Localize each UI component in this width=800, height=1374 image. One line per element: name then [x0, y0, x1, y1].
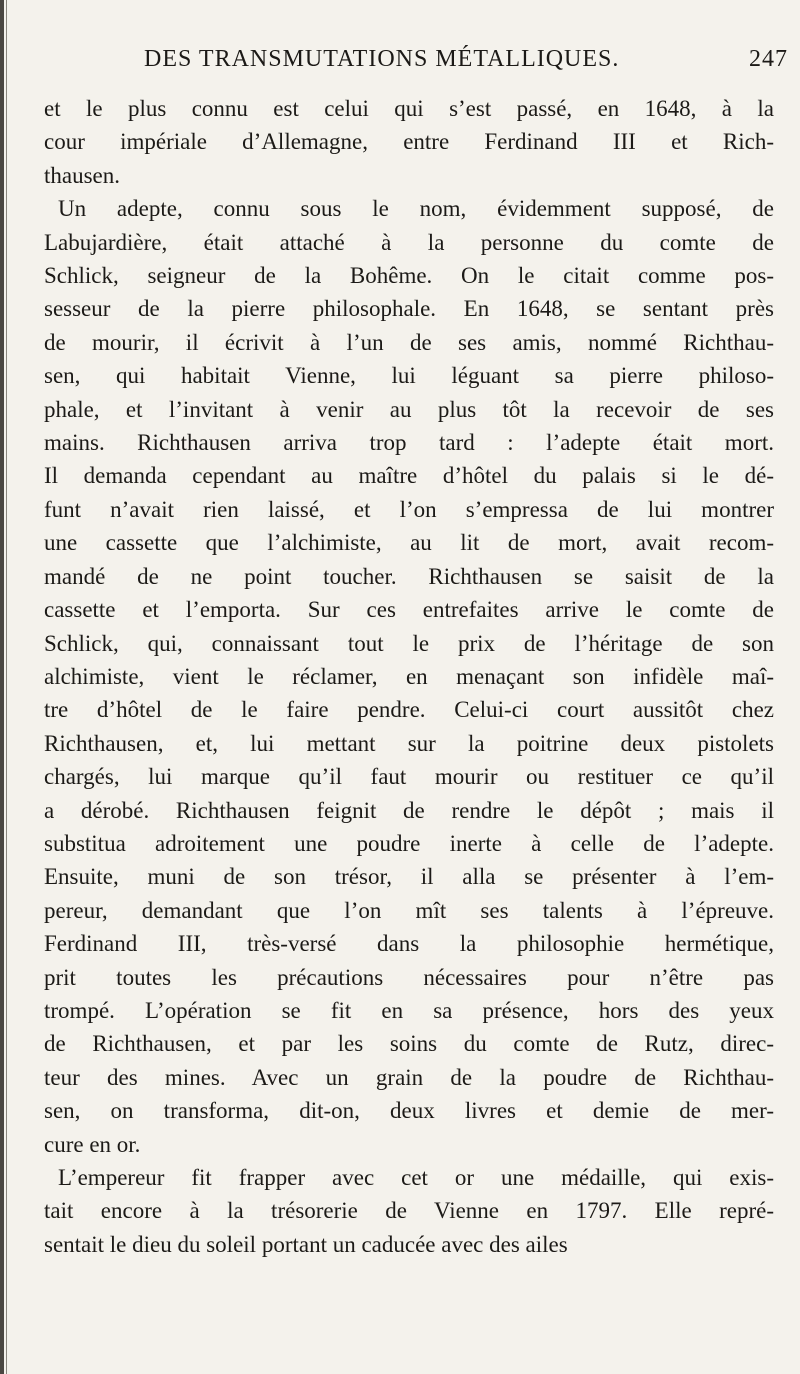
running-title: DES TRANSMUTATIONS MÉTALLIQUES.	[144, 46, 620, 72]
text-line: Schlick, qui, connaissant tout le prix de l’héritage de son	[44, 630, 774, 656]
text-line: tre d’hôtel de le faire pendre. Celui-ci court aussitôt chez	[44, 697, 774, 723]
text-line: cure en or.	[44, 1131, 141, 1157]
text-line: Richthausen, et, lui mettant sur la poitrine deux pistolets	[44, 730, 774, 756]
text-line: substitua adroitement une poudre inerte à celle de l’adepte.	[44, 830, 774, 856]
text-line: chargés, lui marque qu’il faut mourir ou restituer ce qu’il	[44, 764, 774, 790]
text-line: Ensuite, muni de son trésor, il alla se présenter à l’em-	[44, 864, 774, 890]
text-line: L’empereur fit frapper avec cet or une médaille, qui exis-	[58, 1165, 774, 1190]
text-line: phale, et l’invitant à venir au plus tôt la recevoir de ses	[44, 396, 774, 422]
book-page	[44, 34, 788, 1261]
text-line: funt n’avait rien laissé, et l’on s’empressa de lui montrer	[44, 496, 774, 522]
text-line: et le plus connu est celui qui s’est passé, en 1648, à la	[44, 96, 774, 121]
text-line: teur des mines. Avec un grain de la poudre de Richthau-	[44, 1064, 774, 1090]
text-line: une cassette que l’alchimiste, au lit de mort, avait recom-	[44, 530, 774, 556]
text-line: sen, qui habitait Vienne, lui léguant sa pierre philoso-	[44, 363, 774, 389]
text-line: Un adepte, connu sous le nom, évidemment supposé, de	[58, 196, 774, 222]
text-line: Il demanda cependant au maître d’hôtel du palais si le dé-	[44, 463, 774, 489]
text-line: Ferdinand III, très-versé dans la philosophie hermétique,	[44, 931, 774, 957]
text-line: sentait le dieu du soleil portant un caducée avec des ailes	[44, 1231, 568, 1257]
text-line: pereur, demandant que l’on mît ses talents à l’épreuve.	[44, 897, 774, 923]
text-line: sen, on transforma, dit-on, deux livres et demie de mer-	[44, 1098, 774, 1124]
text-line: de Richthausen, et par les soins du comte de Rutz, direc-	[44, 1031, 774, 1057]
text-line: mandé de ne point toucher. Richthausen se saisit de la	[44, 563, 774, 589]
text-line: prit toutes les précautions nécessaires pour n’être pas	[44, 964, 774, 990]
body-text	[44, 92, 774, 1261]
text-line: tait encore à la trésorerie de Vienne en 1797. Elle repré-	[44, 1198, 774, 1224]
text-line: Labujardière, était attaché à la personne du comte de	[44, 229, 774, 255]
page-edge-shadow	[0, 0, 4, 1374]
text-line: a dérobé. Richthausen feignit de rendre le dépôt ; mais il	[44, 797, 774, 823]
running-head	[44, 34, 788, 74]
text-line: cour impériale d’Allemagne, entre Ferdinand III et Rich-	[44, 129, 774, 155]
page-number: 247	[749, 46, 788, 72]
text-line: Schlick, seigneur de la Bohême. On le citait comme pos-	[44, 263, 774, 289]
text-line: cassette et l’emporta. Sur ces entrefaites arrive le comte de	[44, 597, 774, 623]
page-edge-line	[6, 0, 7, 1374]
text-line: alchimiste, vient le réclamer, en menaçant son infidèle maî-	[44, 663, 774, 689]
text-line: mains. Richthausen arriva trop tard : l’adepte était mort.	[44, 430, 774, 456]
text-line: de mourir, il écrivit à l’un de ses amis, nommé Richthau-	[44, 329, 774, 355]
text-line: sesseur de la pierre philosophale. En 1648, se sentant près	[44, 296, 774, 322]
text-line: thausen.	[44, 162, 121, 188]
text-line: trompé. L’opération se fit en sa présence, hors des yeux	[44, 997, 774, 1023]
